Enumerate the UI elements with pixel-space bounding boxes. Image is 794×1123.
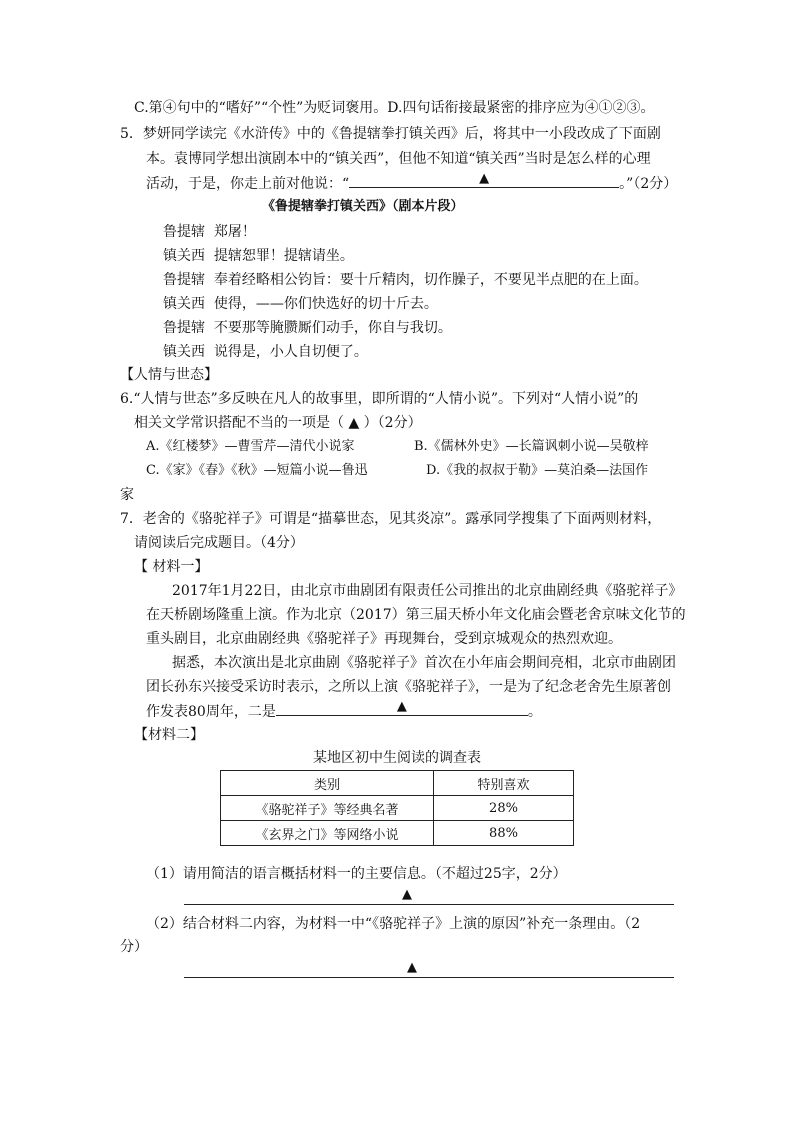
q7-sub2-answer-line[interactable] xyxy=(184,976,674,978)
dialogue-text: 奉着经略相公钧旨：要十斤精肉，切作臊子，不要见半点肥的在上面。 xyxy=(213,272,648,288)
q5-answer-blank[interactable] xyxy=(349,173,619,188)
table-row xyxy=(221,821,574,846)
dialogue-line xyxy=(163,222,256,242)
dialogue-speaker: 镇关西 xyxy=(163,296,205,312)
m1-p2-line2: 团长孙东兴接受采访时表示，之所以上演《骆驼祥子》，一是为了纪念老舍先生原著创 xyxy=(146,679,671,695)
dialogue-line xyxy=(163,270,648,290)
q6-line2: 相关文学常识搭配不当的一项是（ ▲ ）（2分） xyxy=(134,415,422,431)
table-row xyxy=(221,796,574,821)
script-title: 《鲁提辖拳打镇关西》（剧本片段） xyxy=(262,199,464,214)
q7-sub2-line1: （2）结合材料二内容，为材料一中“《骆驼祥子》上演的原因”补充一条理由。（2 xyxy=(146,916,641,932)
dialogue-line xyxy=(163,246,354,266)
table-cell: 《玄界之门》等网络小说 xyxy=(221,821,434,846)
table-header-row xyxy=(221,771,574,796)
m1-p1-line3: 重头剧目，北京曲剧经典《骆驼祥子》再现舞台，受到京城观众的热烈欢迎。 xyxy=(146,631,622,647)
q7-reason-blank[interactable] xyxy=(276,701,528,716)
q7-line1: 7．老舍的《骆驼祥子》可谓是“描摹世态，见其炎凉”。露承同学搜集了下面两则材料， xyxy=(120,511,662,527)
q6-option-d-cont: 家 xyxy=(120,487,134,503)
table-cell: 88% xyxy=(434,821,574,846)
blank-marker-icon: ▲ xyxy=(479,171,490,186)
blank-marker-icon: ▲ xyxy=(402,887,412,902)
q6-option-b: B.《儒林外史》—长篇讽刺小说—吴敬梓 xyxy=(414,439,649,454)
q6-line1: 6.“人情与世态”多反映在凡人的故事里，即所谓的“人情小说”。下列对“人情小说”的 xyxy=(120,391,639,407)
q5-line3-prefix: 活动，于是，你走上前对他说：“ xyxy=(146,176,350,192)
table-header-cell: 类别 xyxy=(221,771,434,796)
q7-sub2-line2: 分） xyxy=(120,939,148,955)
dialogue-line xyxy=(163,318,452,338)
material2-label: 【材料二】 xyxy=(134,727,204,743)
m1-p2-line3-prefix: 作发表80周年，二是 xyxy=(146,704,276,720)
m1-p1-line2: 在天桥剧场隆重上演。作为北京（2017）第三届天桥小年文化庙会暨老舍京味文化节的 xyxy=(146,607,686,623)
dialogue-line xyxy=(163,294,438,314)
table-cell: 《骆驼祥子》等经典名著 xyxy=(221,796,434,821)
dialogue-speaker: 镇关西 xyxy=(163,248,205,264)
dialogue-text: 说得是，小人自切便了。 xyxy=(213,344,368,360)
q7-line2: 请阅读后完成题目。（4分） xyxy=(134,535,304,551)
q6-option-c: C.《家》《春》《秋》—短篇小说—鲁迅 xyxy=(146,463,368,478)
m1-p1-line1: 2017年1月22日，由北京市曲剧团有限责任公司推出的北京曲剧经典《骆驼祥子》 xyxy=(172,583,683,599)
q5-line3-suffix: 。”（2分） xyxy=(619,176,678,192)
section-header: 【人情与世态】 xyxy=(120,367,218,383)
m1-p2-line3-suffix: 。 xyxy=(527,704,542,720)
dialogue-speaker: 鲁提辖 xyxy=(163,272,205,288)
table-header-cell: 特别喜欢 xyxy=(434,771,574,796)
q5-line1: 5．梦妍同学读完《水浒传》中的《鲁提辖拳打镇关西》后，将其中一小段改成了下面剧 xyxy=(120,126,661,142)
table-caption: 某地区初中生阅读的调查表 xyxy=(313,750,481,766)
blank-marker-icon: ▲ xyxy=(407,960,417,975)
q6-option-d: D.《我的叔叔于勒》—莫泊桑—法国作 xyxy=(426,463,649,478)
dialogue-speaker: 鲁提辖 xyxy=(163,224,205,240)
q7-sub1-answer-line[interactable] xyxy=(184,903,674,905)
q4-option-c: C.第④句中的“嗜好”“个性”为贬词褒用。 xyxy=(134,100,388,116)
dialogue-text: 不要那等腌臜厮们动手，你自与我切。 xyxy=(213,320,452,336)
dialogue-text: 郑屠！ xyxy=(213,224,256,240)
dialogue-text: 提辖恕罪！提辖请坐。 xyxy=(213,248,354,264)
q5-line2: 本。袁博同学想出演剧本中的“镇关西”，但他不知道“镇关西”当时是怎么样的心理 xyxy=(146,151,651,167)
q4-option-d: D.四句话衔接最紧密的排序应为④①②③。 xyxy=(387,100,655,116)
material1-label: 【 材料一】 xyxy=(134,559,209,575)
q6-option-a: A.《红楼梦》—曹雪芹—清代小说家 xyxy=(146,439,355,454)
table-cell: 28% xyxy=(434,796,574,821)
blank-marker-icon: ▲ xyxy=(396,699,407,714)
dialogue-text: 使得，——你们快选好的切十斤去。 xyxy=(213,296,438,312)
dialogue-speaker: 镇关西 xyxy=(163,344,205,360)
dialogue-line xyxy=(163,342,368,362)
survey-table xyxy=(220,770,574,846)
m1-p2-line1: 据悉，本次演出是北京曲剧《骆驼祥子》首次在小年庙会期间亮相，北京市曲剧团 xyxy=(172,655,676,671)
dialogue-speaker: 鲁提辖 xyxy=(163,320,205,336)
q7-sub1: （1）请用简洁的语言概括材料一的主要信息。（不超过25字，2分） xyxy=(146,866,567,882)
